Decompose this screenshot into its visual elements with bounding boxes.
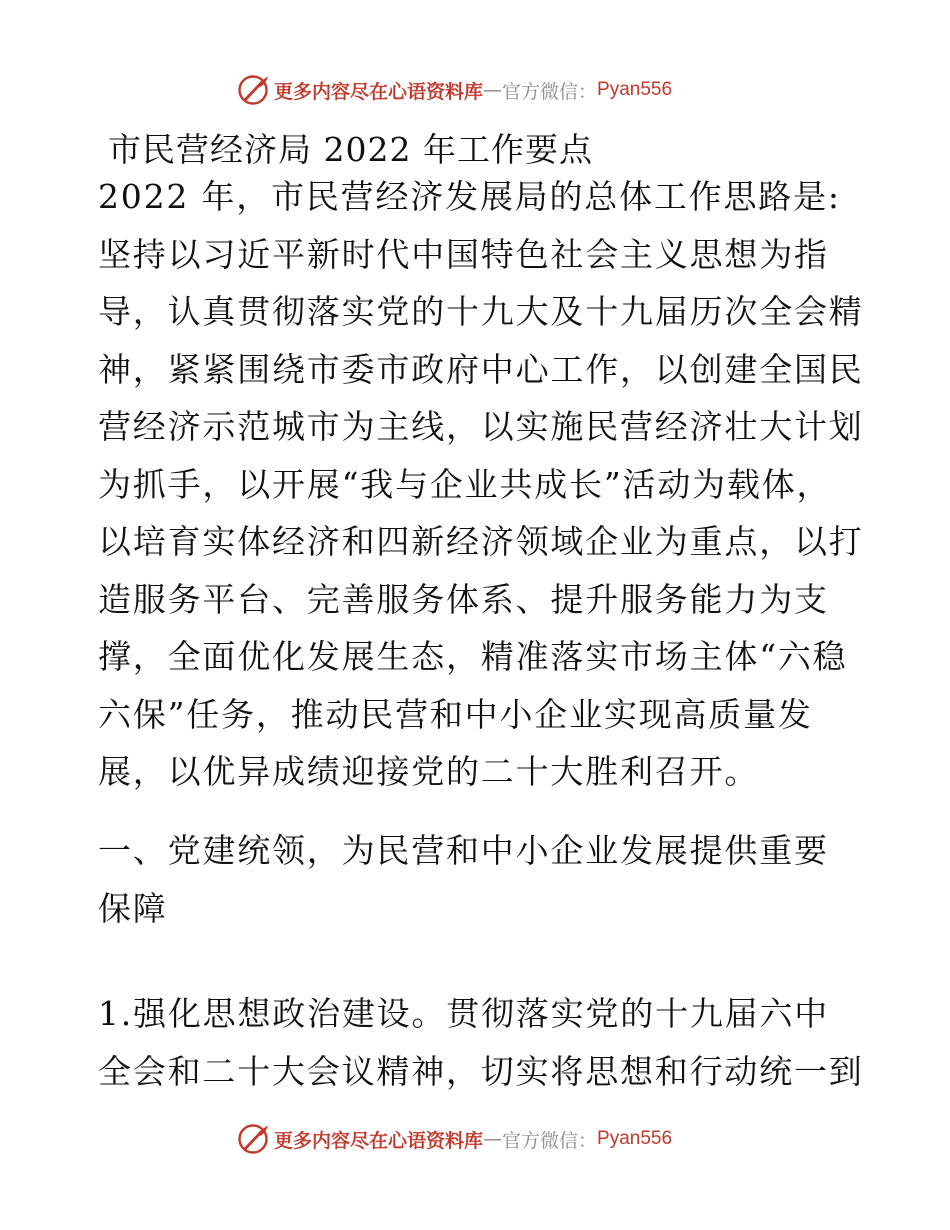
- banner-text: 更多内容尽在心语资料库: [274, 1129, 484, 1152]
- banner-text: 更多内容尽在心语资料库: [274, 80, 484, 103]
- paragraph-line: 撑，全面优化发展生态，精准落实市场主体“六稳: [98, 637, 848, 676]
- paragraph-line: 坚持以习近平新时代中国特色社会主义思想为指: [98, 234, 829, 274]
- paragraph-line: 神，紧紧围绕市委市政府中心工作，以创建全国民: [98, 349, 864, 389]
- quill-logo-icon: [236, 73, 270, 107]
- banner-wechat-id: Pyan556: [597, 79, 673, 100]
- paragraph-line: 以培育实体经济和四新经济领域企业为重点，以打: [98, 522, 864, 561]
- paragraph-line: 展，以优异成绩迎接党的二十大胜利召开。: [98, 752, 760, 791]
- banner-dash: —: [483, 1128, 503, 1150]
- quill-logo-icon: [236, 1122, 270, 1156]
- item-1-paragraph: [98, 985, 864, 1100]
- section-heading-1: [98, 822, 858, 937]
- paragraph-line: 营经济示范城市为主线，以实施民营经济壮大计划: [98, 407, 864, 446]
- banner-dash: —: [483, 79, 503, 101]
- paragraph-line: 导，认真贯彻落实党的十九大及十九届历次全会精: [98, 292, 864, 331]
- paragraph-line: 造服务平台、完善服务体系、提升服务能力为支: [98, 579, 829, 619]
- banner-wechat-id: Pyan556: [597, 1128, 673, 1149]
- heading-line: 保障: [98, 888, 168, 928]
- paragraph-line: 为抓手，以开展“我与企业共成长”活动为载体，: [98, 464, 832, 504]
- paragraph-line: 1.强化思想政治建设。贯彻落实党的十九届六中: [98, 994, 830, 1033]
- paragraph-line: 六保”任务，推动民营和中小企业实现高质量发: [98, 694, 813, 734]
- footer-banner: [236, 1121, 672, 1157]
- banner-label: 官方微信：: [502, 80, 598, 103]
- header-banner: [236, 72, 672, 108]
- paragraph-1: [98, 168, 864, 801]
- heading-line: 一、党建统领，为民营和中小企业发展提供重要: [98, 831, 829, 870]
- paragraph-line: 全会和二十大会议精神，切实将思想和行动统一到: [98, 1051, 864, 1091]
- banner-label: 官方微信：: [502, 1129, 598, 1152]
- document-title: 市民营经济局 2022 年工作要点: [108, 130, 593, 169]
- paragraph-line: 2022 年，市民营经济发展局的总体工作思路是:: [98, 177, 841, 216]
